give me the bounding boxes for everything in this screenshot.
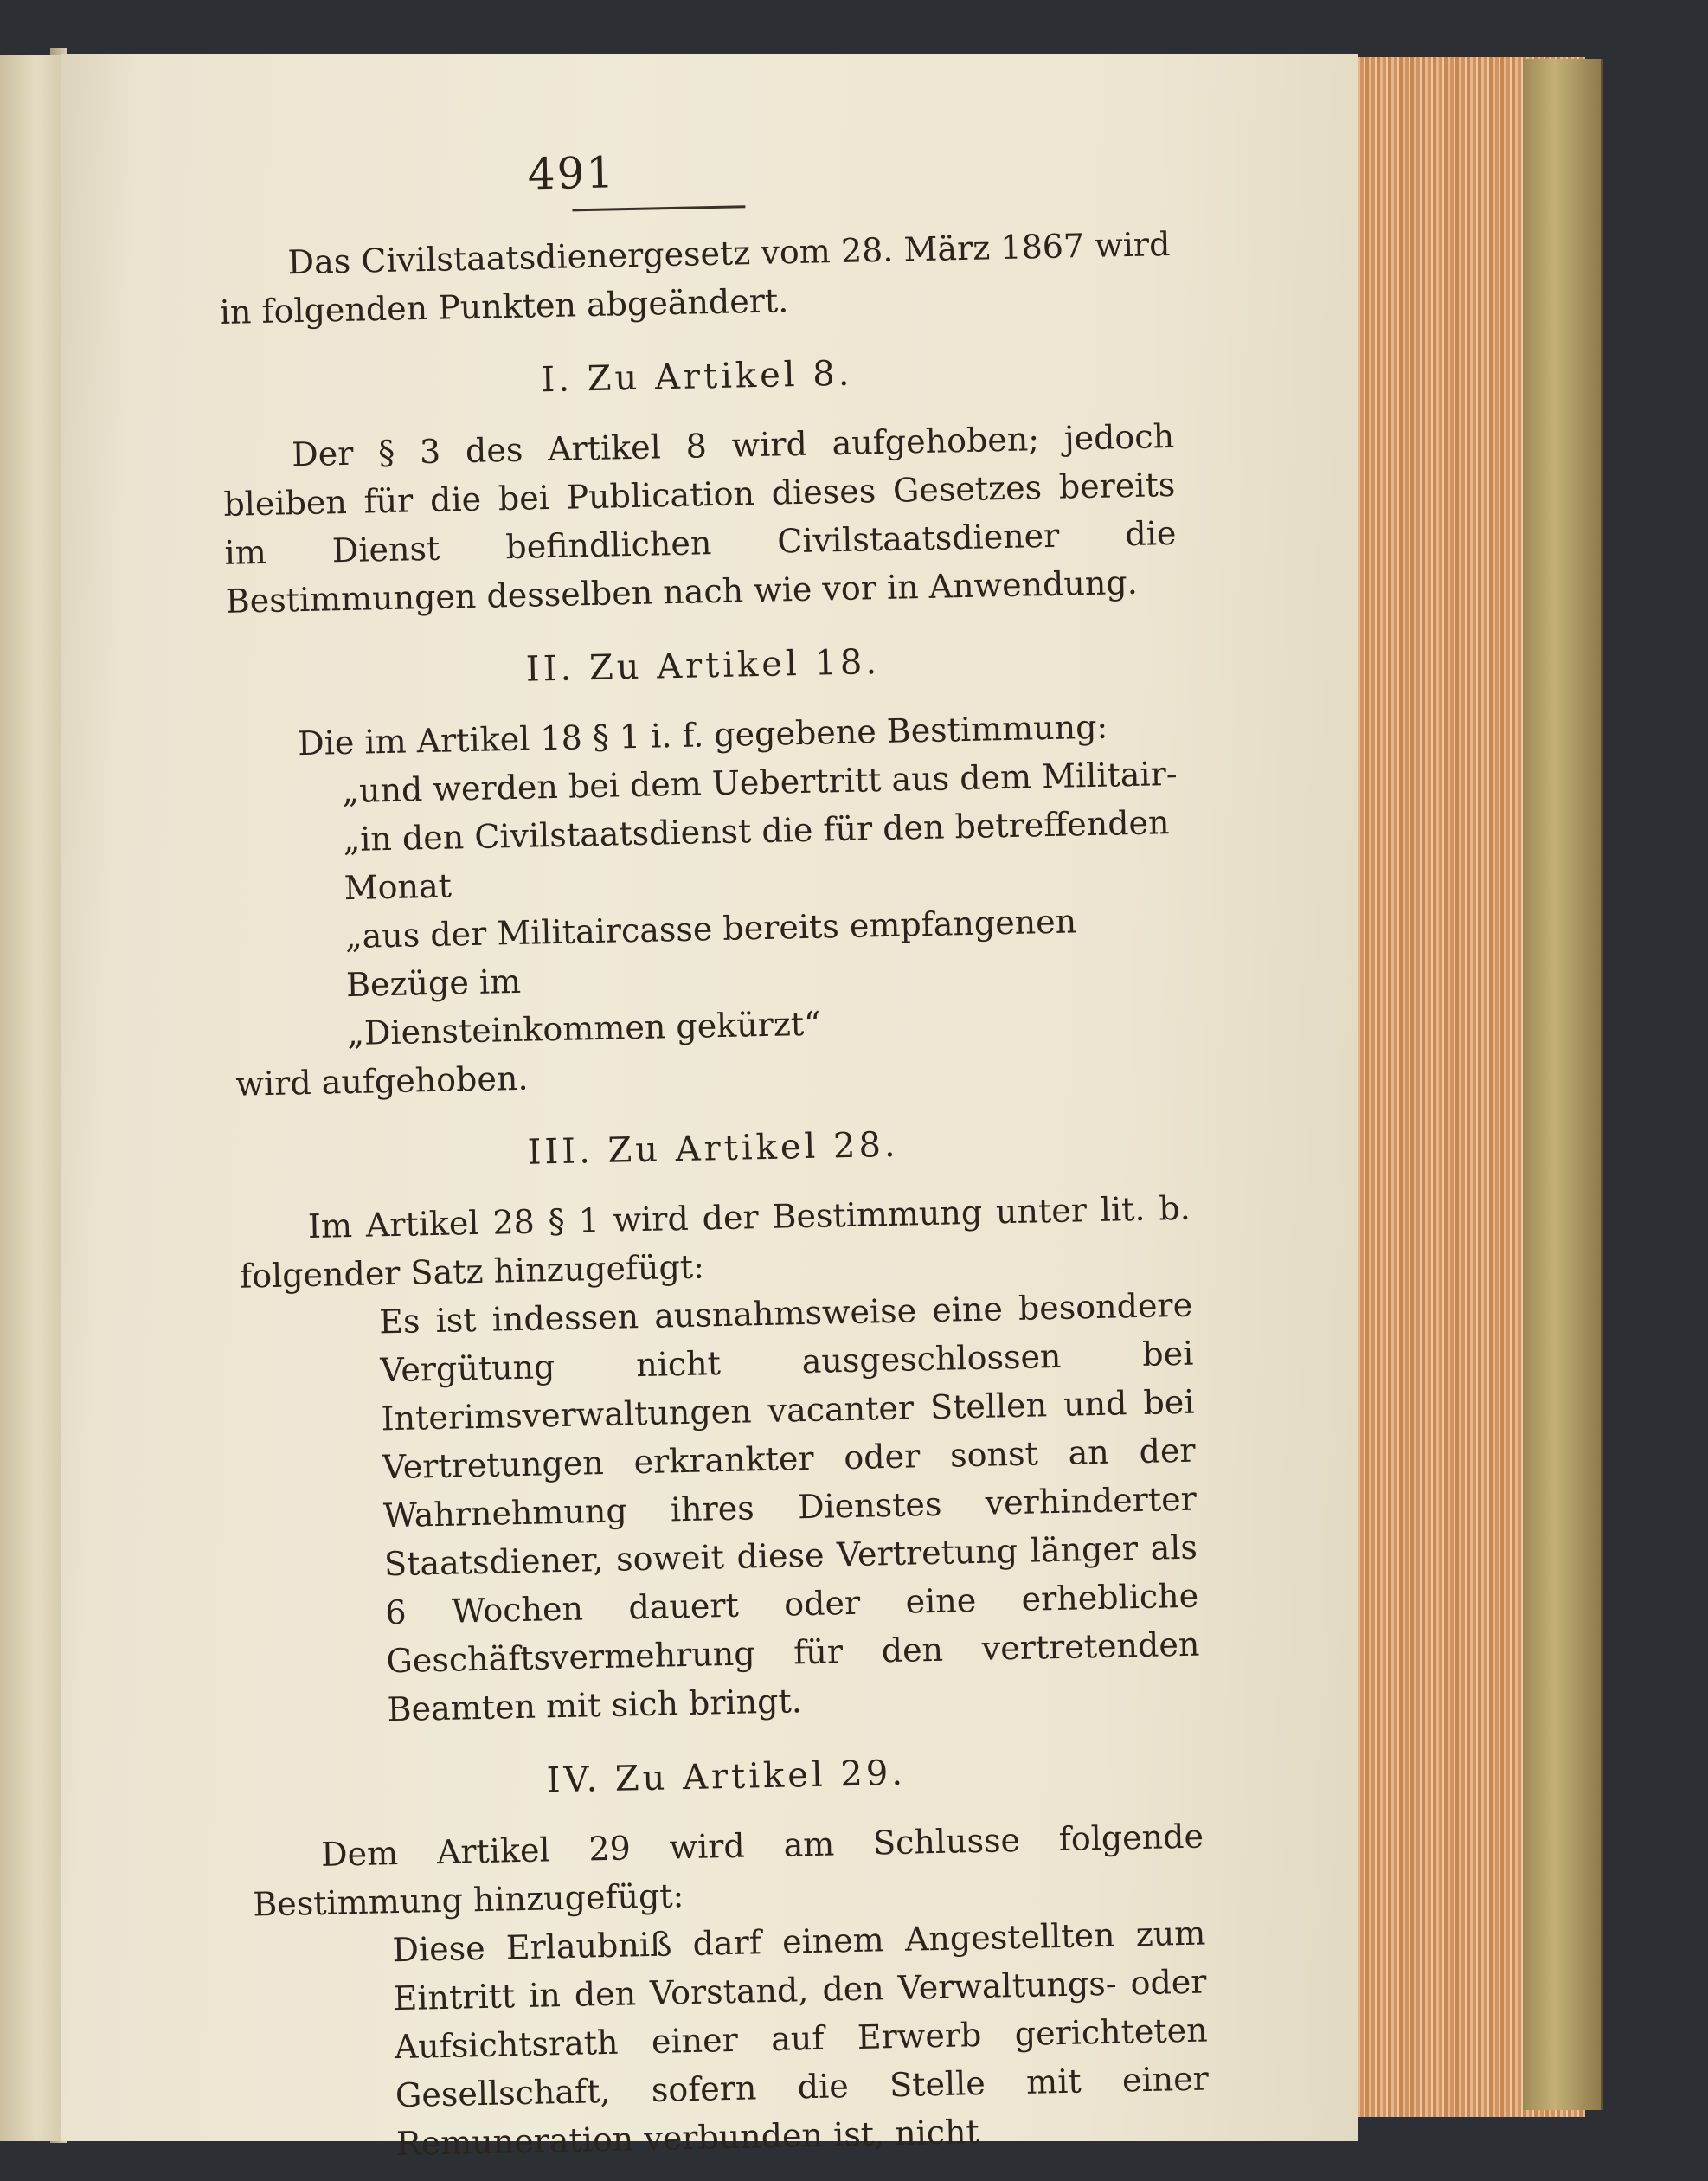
inserted-provision-4: Diese Erlaubniß darf einem Angestellten zum Eintritt in den Vorstand, den Verwaltungs- oder Aufsichtsrath einer auf Erwerb gerichteten Gesellschaft, sofern die Stelle mit einer Remuneration verbunden ist, nicht	[392, 1914, 1210, 2164]
quote-line: „Diensteinkommen gekürzt“	[346, 1004, 821, 1053]
section-heading-2: II. Zu Artikel 18.	[525, 642, 881, 690]
section-heading-1: I. Zu Artikel 8.	[541, 353, 853, 401]
section-closing-2: wird aufgehoben.	[235, 1058, 529, 1103]
section-text-3: Im Artikel 28 § 1 wird der Bestimmung unter lit. b. folgender Satz hinzugefügt:	[239, 1188, 1191, 1296]
quote-line: „aus der Militaircasse bereits empfangenen Bezüge im	[344, 902, 1077, 1005]
book-cover-edge	[1523, 59, 1603, 2110]
quoted-provision	[342, 750, 1187, 1058]
page-number: 491	[527, 147, 616, 200]
page-number-rule	[572, 205, 745, 211]
section-text-4: Dem Artikel 29 wird am Schlusse folgende Bestimmung hinzugefügt:	[252, 1817, 1204, 1924]
section-text-1: Der § 3 des Artikel 8 wird aufgehoben; jedoch bleiben für die bei Publication dieses Gesetzes bereits im Dienst befindlichen Civilstaatsdiener die Bestimmungen desselben nach wie vor in Anwendung.	[222, 416, 1177, 621]
inserted-sentence-3: Es ist indessen ausnahmsweise eine besondere Vergütung nicht ausgeschlossen bei Interimsverwaltungen vacanter Stellen und bei Vertretungen erkrankter oder sonst an der Wahrnehmung ihres Dienstes verhinderter Staatsdiener, soweit diese Vertretung länger als 6 Wochen dauert oder eine erhebliche Geschäftsvermehrung für den vertretenden Beamten mit sich bringt.	[378, 1285, 1200, 1729]
section-text-2: Die im Artikel 18 § 1 i. f. gegebene Bestimmung:	[297, 707, 1108, 763]
left-page-edge	[0, 55, 62, 2141]
page-content	[216, 136, 1210, 2171]
intro-paragraph: Das Civilstaatsdienergesetz vom 28. März 1867 wird in folgenden Punkten abgeändert.	[219, 224, 1171, 331]
quote-line: „in den Civilstaatsdienst die für den betreffenden Monat	[343, 803, 1170, 908]
section-heading-4: IV. Zu Artikel 29.	[546, 1753, 907, 1801]
section-heading-3: III. Zu Artikel 28.	[527, 1124, 900, 1173]
quote-line: „und werden bei dem Uebertritt aus dem Militair-	[341, 754, 1178, 811]
